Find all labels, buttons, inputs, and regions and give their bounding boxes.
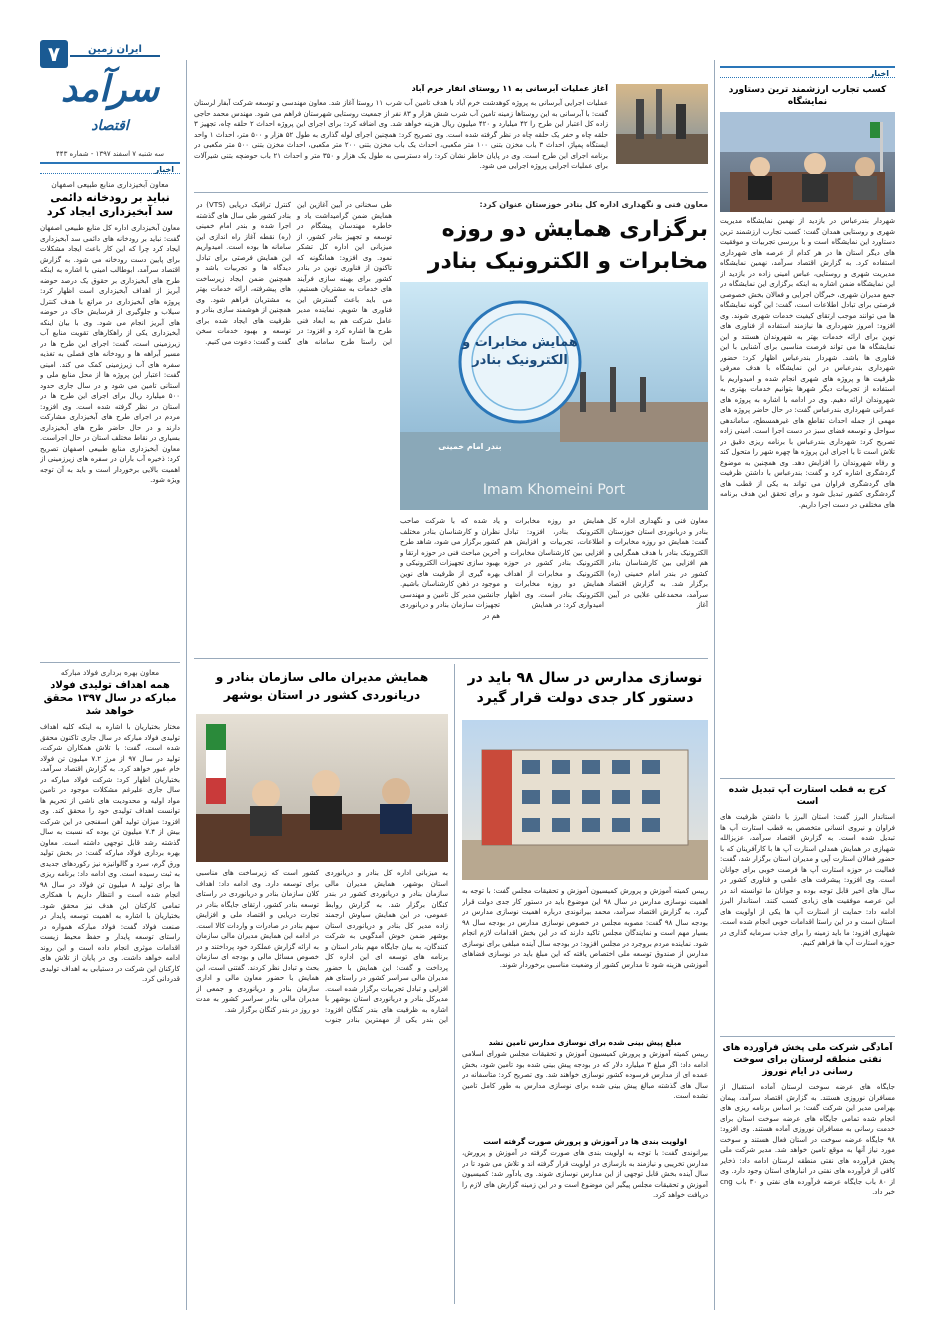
left-news-2 bbox=[40, 668, 180, 1308]
right-news-3-headline: آمادگی شرکت ملی پخش فرآورده های نفتی منطقه لرستان برای سوخت رسانی در ایام نوروز bbox=[722, 1043, 893, 1077]
main-story-col4: طی سخنانی در آیین آغازین این همایش ضمن گرامیداشت یاد و خاطره مهندسان پیشگام در توسعه و تجهیز بنادر کشور، از میزبانی این اداره کل تشکر نمود. وی افزود: همانگونه که تاکنون از فناوری نوین در بنادر کشور برای بهینه سازی فرآیند های خدمات به مشتریان هستیم، می باید باعث گسترش این فناوری ها شویم. نماینده مدیر عامل شرکت هم به ابعاد فنی طرح ها اشاره کرد و افزود: در این راستا طرح سامانه های کنترل ترافیک دریایی (VTS) در بنادر کشور طی سال های گذشته اجرا شده و بندر امام خمینی (ره) نقطه آغاز راه اندازی این سامانه ها بوده است. امیدواریم این همایش فرصتی برای تبادل دیدگاه ها و تجربیات باشد و همچنین ضمن ایجاد زیرساخت های پیشرفته، ارائه خدمات بهتر به مشتریان فراهم شود. وی همچنین از هوشمند سازی بنادر و ظرفیت های ایجاد شده برای توسعه و بهبود خدمات سخن گفت و گفت: دعوت می کنیم. bbox=[196, 201, 392, 346]
right-news-1-body: شهردار بندرعباس در بازدید از نهمین نمایشگاه مدیریت شهری و روستایی همدان گفت: کسب تجارب ارزشمند ترین دستاورد این نمایشگاه است و با بررسی تجربیات و موفقیت های دیگر استان ها در هر کدام از عرصه های شهرداری استفاده کرد. به گزارش اقتصاد سرآمد، نهمین نمایشگاه مدیریت شهری و روستایی، عباس امینی زاده در بازدید از این نمایشگاه ضمن اشاره به اینکه برگزاری این نمایشگاه در جمع مدیران شهری، خبرگان اجرایی و فعالان بخش خصوصی فرصتی برای تبادل اطلاعات است، گفت: این گونه نمایشگاه ها می توانند موجب ارتقای کیفیت خدمات شهری شوند. وی افزود: امروز شهرداری ها نیازمند استفاده از فناوری های نوین برای ارائه خدمات بهتر به شهروندان هستند و این نمایشگاه ها می تواند فرصت مناسبی برای آشنایی با این فناوری ها باشد. شهردار بندرعباس اظهار کرد: حضور شهرداری بندرعباس در این نمایشگاه با هدف معرفی ظرفیت ها و پروژه های شهری انجام شده و امیدواریم با استفاده از تجربیات دیگر شهرها بتوانیم خدمات بهتری به شهروندان ارائه دهیم. وی در ادامه با اشاره به پروژه های عمرانی شهرداری بندرعباس گفت: در حال حاضر پروژه های مهمی از جمله احداث تقاطع های غیرهمسطح، ساماندهی سواحل و توسعه فضای سبز در دست اجرا است. امینی زاده تصریح کرد: شهرداری بندرعباس با برنامه ریزی دقیق در تلاش است تا با اجرای این پروژه ها چهره شهر را متحول کند و رفاه شهروندان را افزایش دهد. وی همچنین به موضوع گردشگری اشاره کرد و گفت: بندرعباس با داشتن ظرفیت های گردشگری فراوان می تواند به یکی از قطب های گردشگری کشور تبدیل شود و برای تحقق این هدف برنامه های مختلفی در دست اجرا داریم. bbox=[720, 217, 895, 509]
port-name-en: Imam Khomeini Port bbox=[482, 482, 626, 498]
main-story-kicker: معاون فنی و نگهداری اداره کل بنادر خوزستان عنوان کرد: bbox=[479, 200, 708, 209]
right-news-2-body: استاندار البرز گفت: استان البرز با داشتن ظرفیت های فراوان و نیروی انسانی متخصص به قطب استارت آپ ها تبدیل شده است. به گزارش اقتصاد سرآمد، عزیزالله شهبازی در همایش همدلی استارت آپ ها با کارآفرینان که با حضور فعالان استارت آپی و مدیران استان برگزار شد، گفت: فعالیت در حوزه استارت آپ ها فرصت خوبی برای جوانان است. وی افزود: پیشرفت های علمی و فناوری کشور در سال های اخیر قابل توجه بوده و جوانان ما توانسته اند در این عرصه موفقیت های زیادی کسب کنند. استاندار البرز ادامه داد: حمایت از استارت آپ ها یکی از اولویت های استان است و در این راستا اقدامات خوبی انجام شده است. شهبازی افزود: ما باید زمینه را برای جذب سرمایه گذاری در حوزه استارت آپ ها فراهم کنیم. bbox=[720, 813, 895, 947]
bushehr-meeting-photo bbox=[196, 714, 448, 862]
top-brief-body: عملیات اجرایی آبرسانی به پروژه کوهدشت خرم آباد با هدف تامین آب شرب ۱۱ روستا آغاز شد. معاون مهندسی و توسعه شرکت آبفار لرستان گفت: با آبرسانی به این روستاها زمینه تامین آب شرب شش هزار و ۸۳ نفر از جمعیت روستایی شهرستان فراهم می شود. مهندس محمد حاجی زاده کل اعتبار این طرح را ۴۲ میلیارد و ۴۲۰ میلیون ریال هزینه خواهد شد. وی اضافه کرد: برای اجرای این پروژه احداث ۲ حلقه چاه، تجهیز ۳ حلقه چاه و حفر یک حلقه چاه در نظر گرفته شده است. وی تصریح کرد: همچنین اجرای لوله گذاری به طول ۵۲ هزار و ۵۰۰ متر، احداث ۱ واحد ایستگاه پمپاژ، احداث ۳ باب مخزن بتنی ۱۰۰ متر مکعبی، احداث یک باب مخزن بتنی ۲۰۰ متر مکعبی، احداث مخزن بتنی ۵۰۰ متر مکعبی در برنامه اجرای این طرح است. وی در پایان خاطر نشان کرد: راه دسترسی به طول یک هزار و ۳۵۰ متر و احداث ۲۱ باب حوضچه بتنی شیرآلات برای عملیات اجرایی پروژه اجرایی می شود. bbox=[194, 99, 608, 170]
refinery-photo bbox=[616, 84, 708, 164]
school-building-photo bbox=[462, 720, 708, 880]
right-news-2 bbox=[720, 784, 895, 1034]
right-news-3-body: جایگاه های عرضه سوخت لرستان آماده استقبال از مسافران نوروزی هستند. به گزارش اقتصاد سرآمد، پیمان بهرامی مدیر این شرکت گفت: بر اساس برنامه ریزی های انجام شده تمامی جایگاه های عرضه سوخت استان برای خدمت رسانی به مسافران نوروزی آماده هستند. وی افزود: ۹۸ جایگاه عرضه سوخت در استان فعال هستند و سوخت مورد نیاز آنها به موقع تامین خواهد شد. مدیر شرکت ملی پخش فرآورده های نفتی منطقه لرستان ادامه داد: ذخایر کافی از فرآورده های نفتی در انبارهای استان وجود دارد. وی از ۸۰ باب جایگاه عرضه فرآورده های نفتی و ۳۰ باب cng خبر داد. bbox=[720, 1083, 895, 1196]
schools-body-3: بیرانوندی گفت: با توجه به اولویت بندی های صورت گرفته در آموزش و پرورش، مدارس تخریبی و نیازمند به بازسازی در اولویت قرار گرفته اند و تلاش می شود تا در سال آینده بخش قابل توجهی از این مدارس نوسازی شوند. وی یادآور شد: کمیسیون آموزش و تحقیقات مجلس پیگیر این موضوع است و در این زمینه گزارش های لازم را دریافت خواهد کرد. bbox=[462, 1149, 708, 1199]
school-illustration bbox=[462, 720, 708, 880]
news-label-left: اخبار bbox=[40, 162, 180, 174]
schools-body: رییس کمیته آموزش و پرورش کمیسیون آموزش و تحقیقات مجلس گفت: با توجه به اهمیت نوسازی مدارس در سال ۹۸ این موضوع باید در دستور کار جدی دولت قرار گیرد. به گزارش اقتصاد سرآمد، محمد بیرانوندی درباره اهمیت نوسازی مدارس در بودجه سال ۹۸ گفت: مصوبه مجلس در خصوص نوسازی مدارس در بودجه سال ۹۸ بسیار مهم است و نمایندگان مجلس تاکید دارند که در این بخش اقدامات لازم انجام شود. نماینده مردم بروجرد در مجلس افزود: در بودجه سال آینده مبلغی برای نوسازی مدارس از صندوق توسعه ملی اختصاص یافته که این مبلغ باید در نوسازی فضاهای آموزشی هزینه شود تا مدارس کشور از وضعیت مناسبی برخوردار شوند. bbox=[462, 887, 708, 969]
column-rule bbox=[454, 664, 455, 1304]
left-news-2-kicker: معاون بهره برداری فولاد مبارکه bbox=[60, 668, 160, 677]
right-news-2-headline: کرج به قطب استارت آپ تبدیل شده است bbox=[728, 785, 887, 807]
left-news-2-body: مختار بختیاریان با اشاره به اینکه کلیه اهداف تولیدی فولاد مبارکه در سال جاری تاکنون محقق شده است، گفت: با تلاش همکاران شرکت، تولید در سال ۹۷ از مرز ۷.۲ میلیون تن فولاد خام عبور خواهد کرد. به گزارش اقتصاد سرآمد، بختیاریان اظهار کرد: شرکت فولاد مبارکه در سال جاری علیرغم مشکلات موجود در تامین مواد اولیه و محدودیت های ناشی از تحریم ها توانست اهداف تولیدی خود را محقق کند. وی افزود: میزان تولید آهن اسفنجی در این شرکت بیش از ۷.۴ میلیون تن بوده که نسبت به سال گذشته رشد قابل توجهی داشته است. معاون بهره برداری فولاد مبارکه گفت: در بخش تولید ورق گرم، سرد و گالوانیزه نیز رکوردهای جدیدی به ثبت رسیده است. وی ادامه داد: برنامه ریزی ها برای تولید ۸ میلیون تن فولاد در سال ۹۸ انجام شده است و انتظار داریم با همکاری تمامی کارکنان این هدف نیز محقق شود. بختیاریان با اشاره به اهمیت توسعه پایدار در صنعت فولاد گفت: فولاد مبارکه همواره در راستای توسعه پایدار و حفظ محیط زیست اقدامات موثری انجام داده است و این روند ادامه خواهد داشت. وی در پایان از تلاش های کارکنان این شرکت در دستیابی به اهداف تولیدی قدردانی کرد. bbox=[40, 723, 180, 983]
port-name-fa: بندر امام خمینی bbox=[438, 442, 502, 451]
schools-headline: نوسازی مدارس در سال ۹۸ باید در دستور کار جدی دولت قرار گیرد bbox=[467, 670, 703, 706]
column-rule bbox=[186, 60, 187, 1310]
left-news-1 bbox=[40, 180, 180, 660]
meeting-illustration bbox=[720, 112, 895, 212]
conference-banner bbox=[400, 282, 708, 510]
schools-story bbox=[462, 886, 708, 1306]
bushehr-meeting-illustration bbox=[196, 714, 448, 862]
main-story-col1: معاون فنی و نگهداری اداره کل بنادر و دریانوردی استان خوزستان گفت: همایش دو روزه مخابرات و الکترونیک بنادر با هدف همگرایی و هم افزایی بین کارشناسان بنادر کشور در بندر امام خمینی (ره) برگزار شد. به گزارش اقتصاد سرآمد، محمدعلی علایی در آیین آغاز bbox=[608, 517, 708, 609]
page-number-badge: ۷ bbox=[40, 40, 68, 68]
schools-body-2: رییس کمیته آموزش و پرورش کمیسیون آموزش و تحقیقات مجلس شورای اسلامی ادامه داد: اگر مبلغ ۳ میلیارد دلار که در بودجه پیش بینی شده بود تامین شود، بخش عمده ای از مدارس فرسوده کشور نوسازی خواهند شد. وی تصریح کرد: متاسفانه در سال های گذشته مبالغ پیش بینی شده برای نوسازی مدارس به طور کامل تامین نشده است. bbox=[462, 1050, 708, 1100]
masthead-logo-sub: اقتصاد bbox=[91, 118, 129, 134]
top-brief bbox=[194, 84, 708, 188]
bushehr-headline: همایش مدیران مالی سازمان بنادر و دریانوردی کشور در استان بوشهر bbox=[215, 670, 429, 702]
right-news-3 bbox=[720, 1042, 895, 1310]
top-brief-title: آغاز عملیات آبرسانی به ۱۱ روستای انفار خرم آباد bbox=[411, 84, 608, 93]
date-line: سه شنبه ۷ اسفند ۱۳۹۷ - شماره ۴۴۳ bbox=[56, 150, 164, 158]
main-story-col2: همایش دو روزه مخابرات و الکترونیک بنادر، افزود: تبادل اطلاعات، تجربیات و افزایش هم افزایی بین کارشناسان مخابرات و الکترونیک بنادر کشور در حوزه الکترونیک و مخابرات از اهداف همایش دو روزه مخابرات و الکترونیک بنادر است. وی اظهار امیدواری کرد: در همایش bbox=[504, 517, 604, 609]
right-news-1 bbox=[720, 84, 895, 774]
schools-sub-2: اولویت بندی ها در آموزش و پرورش صورت گرفته است bbox=[483, 1137, 687, 1146]
refinery-illustration bbox=[616, 84, 708, 164]
divider bbox=[194, 658, 708, 659]
schools-sub-1: مبلغ پیش بینی شده برای نوسازی مدارس تامین نشد bbox=[488, 1038, 682, 1047]
meeting-photo bbox=[720, 112, 895, 212]
section-name: ایران زمین bbox=[70, 44, 160, 57]
right-news-1-headline: کسب تجارب ارزشمند ترین دستاورد نمایشگاه bbox=[728, 85, 887, 107]
divider bbox=[720, 778, 895, 779]
main-story-col3: یاد شده که با شرکت صاحب نظران و کارشناسان بنادر مختلف کشور برگزار می شود، شاهد طرح آخرین مباحث فنی در حوزه ارتقا و بهبود سازی تجهیزات الکترونیکی و بهره گیری از ظرفیت های نوین موجود در ذهن کارشناسان باشیم. جانشین مدیر کل تامین و مهندسی تجهیزات سازمان بنادر و دریانوردی هم در bbox=[400, 517, 500, 620]
banner-title: همایش مخابرات و الکترونیک بنادر bbox=[462, 335, 578, 368]
main-story-headline: برگزاری همایش دو روزه مخابرات و الکترونیک بنادر bbox=[427, 217, 708, 274]
divider bbox=[40, 662, 180, 663]
news-label-right: اخبار bbox=[720, 66, 895, 78]
left-news-1-headline: نباید بر رودخانه دائمی سد آبخیزداری ایجاد کرد bbox=[46, 191, 174, 218]
left-news-1-kicker: معاون آبخیزداری منابع طبیعی اصفهان bbox=[51, 180, 169, 189]
masthead-logo: سرآمد bbox=[60, 68, 160, 110]
column-rule bbox=[714, 60, 715, 1310]
port-illustration bbox=[400, 282, 708, 510]
divider bbox=[720, 1036, 895, 1037]
divider bbox=[194, 192, 708, 193]
left-news-1-body: معاون آبخیزداری اداره کل منابع طبیعی اصفهان گفت: نباید بر رودخانه های دائمی سد آبخیزداری ایجاد کرد چرا که این کار باعث ایجاد مشکلات برای پایین دست رودخانه می شود. به گزارش اقتصاد سرآمد، ابوطالب امینی با اشاره به اینکه طرح های آبخیزداری بر حقوق یک درصد حوضه آبریز از اهداف آبخیزداری است اظهار کرد: پروژه های آبخیزداری در مراتع با هدف کنترل سیلاب و جلوگیری از فرسایش خاک در حوضه های آبریز انجام می شود. وی با بیان اینکه آبخیزداری یکی از راهکارهای تقویت منابع آب زیرزمینی است، گفت: اجرای این طرح ها در مسیر آبراهه ها و رودخانه های فصلی به تغذیه سفره های آب زیرزمینی کمک می کند. امینی گفت: اعتبار این پروژه ها از محل منابع ملی و استانی تامین می شود و در سال جاری حدود ۵۰۰ میلیارد ریال برای اجرای این طرح ها در استان در نظر گرفته شده است. وی افزود: مردم در اجرای طرح های آبخیزداری مشارکت دارند و در حال حاضر طرح های آبخیزداری بسیاری در نقاط مختلف استان در حال اجراست. معاون آبخیزداری منابع طبیعی اصفهان تصریح کرد: ذخیره آب باران در سفره های زیرزمینی از اهمیت بالایی برخوردار است و باید به آن توجه ویژه شود. bbox=[40, 224, 180, 484]
bushehr-body: به میزبانی اداره کل بنادر و دریانوردی استان بوشهر، همایش مدیران مالی سازمان بنادر و دریانوردی کشور در بندر کنگان برگزار شد. به گزارش روابط عمومی، در این همایش سیاوش ارجمند زاده مدیر کل بنادر و دریانوردی استان بوشهر ضمن خوش آمدگویی به شرکت کنندگان، به بیان جایگاه مهم بنادر استان و برنامه های توسعه ای این اداره کل پرداخت و گفت: این همایش با حضور مدیران مالی سراسر کشور در راستای هم افزایی و تبادل تجربیات برگزار شده است. مدیرکل بنادر و دریانوردی استان بوشهر با اشاره به ظرفیت های بندر کنگان افزود: این بندر یکی از مهمترین بنادر جنوب کشور است که زیرساخت های مناسبی برای توسعه دارد. وی ادامه داد: اهداف کلان سازمان بنادر و دریانوردی در راستای توسعه بنادر کشور، ارتقای جایگاه بنادر در تجارت دریایی و اقتصاد ملی و افزایش سهم بنادر در صادرات و واردات کالا است. در ادامه این همایش مدیران مالی سازمان به ارائه گزارش عملکرد خود پرداختند و در خصوص مسائل مالی و بودجه ای سازمان بحث و تبادل نظر کردند. گفتنی است، این همایش با حضور معاون مالی و اداری سازمان بنادر و دریانوردی و جمعی از مدیران مالی بنادر سراسر کشور به مدت دو روز در بندر کنگان برگزار شد. bbox=[196, 869, 448, 1024]
left-news-2-headline: همه اهداف تولیدی فولاد مبارکه در سال ۱۳۹۷ محقق خواهد شد bbox=[43, 680, 177, 717]
